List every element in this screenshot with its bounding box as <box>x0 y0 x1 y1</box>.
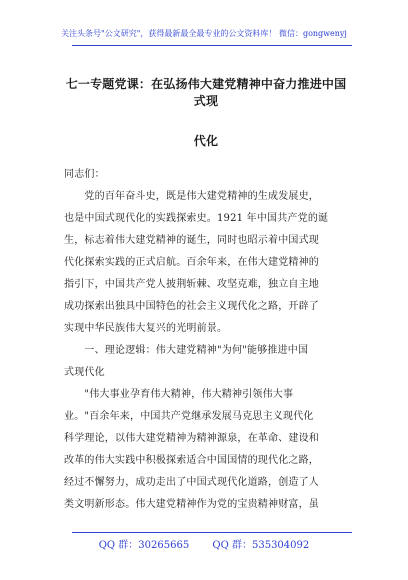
body-line: 生，标志着伟大建党精神的诞生，同时也昭示着中国式现 <box>64 235 319 246</box>
salutation: 同志们： <box>64 169 105 180</box>
footer-divider <box>72 532 352 533</box>
body-line: 业。"百余年来，中国共产党继承发展马克思主义现代化 <box>64 411 314 422</box>
footer-qq-group-1: QQ 群：30265665 <box>98 540 190 551</box>
body-line: 指引下，中国共产党人披荆斩棘、攻坚克难，独立自主地 <box>64 279 319 290</box>
document-body <box>64 164 346 516</box>
footer-contact <box>0 536 408 551</box>
header-banner: 关注头条号"公文研究"，获得最新最全最专业的公文资料库！ 微信：gongwenyj <box>61 29 347 38</box>
section-heading-line: 式现代化 <box>64 367 105 378</box>
body-line: 也是中国式现代化的实践探索史。1921 年中国共产党的诞 <box>64 213 329 224</box>
section-heading-line: 一、理论逻辑：伟大建党精神"为何"能够推进中国 <box>64 345 309 356</box>
body-line: 科学理论，以伟大建党精神为精神源泉，在革命、建设和 <box>64 433 319 444</box>
header-divider <box>72 45 352 46</box>
body-line: 代化探索实践的正式启航。百余年来，在伟大建党精神的 <box>64 257 319 268</box>
body-line: 改革的伟大实践中积极探索适合中国国情的现代化之路， <box>64 455 319 466</box>
body-line: 类文明新形态。伟大建党精神作为党的宝贵精神财富，虽 <box>64 499 319 510</box>
body-line: 实现中华民族伟大复兴的光明前景。 <box>64 323 228 334</box>
document-title-line-2: 代化 <box>193 134 219 148</box>
body-line: 党的百年奋斗史，既是伟大建党精神的生成发展史， <box>64 191 319 202</box>
body-line: 经过不懈努力，成功走出了中国式现代化道路，创造了人 <box>64 477 319 488</box>
body-line: 成功探索出独具中国特色的社会主义现代化之路，开辟了 <box>64 301 319 312</box>
footer-qq-group-2: QQ 群：535304092 <box>212 540 310 551</box>
document-title-line-1: 七一专题党课：在弘扬伟大建党精神中奋力推进中国式现 <box>65 77 347 108</box>
body-line: "伟大事业孕育伟大精神，伟大精神引领伟大事 <box>64 389 294 400</box>
